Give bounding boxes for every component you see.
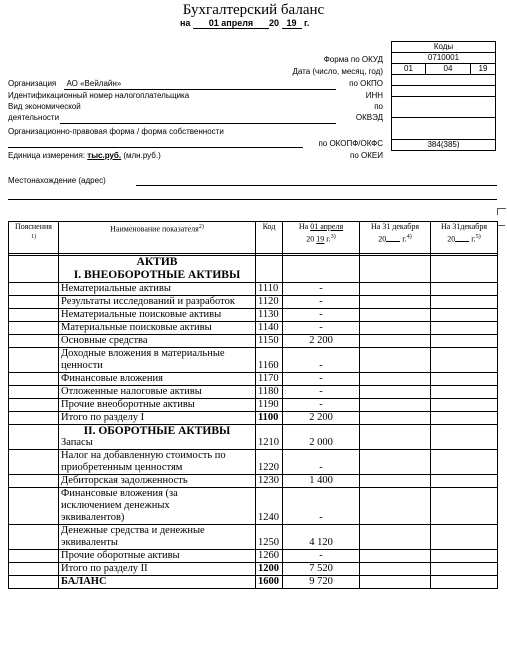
table-row: Результаты исследований и разработок 1120 -	[9, 296, 498, 309]
okved-code	[392, 97, 496, 118]
okud-label: Форма по ОКУД	[323, 55, 383, 64]
activity-label-1: Вид экономической	[8, 102, 81, 111]
col-header-prev-year: На 31 декабря 20 г.$^{4)}$	[360, 222, 431, 254]
unit-value: тыс.руб.	[87, 151, 122, 160]
organization-name: АО «Вейлайн»	[66, 79, 122, 88]
legal-form-label: Организационно-правовая форма / форма собственности	[8, 127, 224, 136]
section-2-block: II. ОБОРОТНЫЕ АКТИВЫ Запасы	[59, 425, 256, 450]
okpo-code	[392, 75, 496, 86]
col-header-name: Наименование показателя$^{2)}$	[59, 222, 256, 254]
table-row: Доходные вложения в материальные ценности 1160 -	[9, 348, 498, 373]
date-day-cell: 01	[392, 64, 426, 75]
okud-code: 0710001	[392, 53, 496, 64]
report-date-line	[180, 18, 309, 29]
address-underline-2	[8, 199, 497, 200]
codes-box	[391, 41, 496, 151]
section-1-header	[9, 256, 498, 283]
okei-label: по ОКЕИ	[350, 151, 383, 160]
table-row-subtotal: Итого по разделу I 1100 2 200	[9, 412, 498, 425]
col-header-current: На 01 апреля 20 19 г.$^{3)}$	[283, 222, 360, 254]
okved-label-1: по	[374, 102, 383, 111]
table-row: Налог на добавленную стоимость по приобретенным ценностям 1220 -	[9, 450, 498, 475]
table-row: Финансовые вложения 1170 -	[9, 373, 498, 386]
inn-label: ИНН	[365, 91, 383, 100]
date-suffix: г.	[304, 18, 310, 28]
legal-form-underline	[8, 147, 303, 148]
balance-table	[8, 221, 498, 589]
table-row: Нематериальные активы 1110 -	[9, 283, 498, 296]
table-row: Дебиторская задолженность 1230 1 400	[9, 475, 498, 488]
col-header-code: Код	[256, 222, 283, 254]
col-header-notes: Пояснения $^{1)}$	[9, 222, 59, 254]
corner-mark-top	[497, 208, 506, 215]
date-prefix: на	[180, 18, 191, 28]
table-row: Материальные поисковые активы 1140 -	[9, 322, 498, 335]
date-year-cell: 19	[471, 64, 496, 75]
date-month-cell: 04	[426, 64, 471, 75]
okopf-label: по ОКОПФ/ОКФС	[318, 139, 383, 148]
organization-underline	[64, 89, 336, 90]
activity-label-2: деятельности	[8, 113, 60, 122]
section-2-header: II. ОБОРОТНЫЕ АКТИВЫ Запасы 1210 2 000	[9, 425, 498, 450]
col-header-prev-prev-year: На 31декабря 20 г.$^{5)}$	[431, 222, 498, 254]
table-row: Прочие внеоборотные активы 1190 -	[9, 399, 498, 412]
table-row-total: БАЛАНС 1600 9 720	[9, 576, 498, 589]
section-1-title: АКТИВ I. ВНЕОБОРОТНЫЕ АКТИВЫ	[59, 256, 256, 283]
date-value: 01 апреля	[193, 18, 269, 29]
unit-row	[8, 151, 161, 160]
organization-label	[8, 79, 121, 88]
table-row-subtotal: Итого по разделу II 1200 7 520	[9, 563, 498, 576]
document-title: Бухгалтерский баланс	[182, 2, 325, 18]
address-label: Местонахождение (адрес)	[8, 176, 106, 185]
organization-label-text: Организация	[8, 79, 57, 88]
year-prefix: 20	[268, 18, 279, 28]
activity-underline	[60, 123, 336, 124]
okopf-code	[392, 118, 496, 140]
report-date-label: Дата (число, месяц, год)	[292, 67, 383, 76]
okei-code: 384(385)	[392, 140, 496, 151]
inn-row-label: Идентификационный номер налогоплательщика	[8, 91, 190, 100]
unit-alt: (млн.руб.)	[123, 151, 161, 160]
table-row: Основные средства 1150 2 200	[9, 335, 498, 348]
address-underline-1	[136, 185, 497, 186]
okved-label-2: ОКВЭД	[355, 113, 383, 122]
table-row: Денежные средства и денежные эквиваленты 1250 4 120	[9, 525, 498, 550]
codes-header: Коды	[392, 42, 496, 53]
corner-mark-bottom	[497, 225, 505, 227]
okpo-label: по ОКПО	[349, 79, 383, 88]
inn-code	[392, 86, 496, 97]
table-row: Нематериальные поисковые активы 1130 -	[9, 309, 498, 322]
section-2-title: II. ОБОРОТНЫЕ АКТИВЫ	[83, 425, 231, 437]
unit-label: Единица измерения:	[8, 151, 86, 160]
year-value: 19	[282, 18, 302, 29]
table-row: Финансовые вложения (за исключением денежных эквивалентов) 1240 -	[9, 488, 498, 525]
table-row: Прочие оборотные активы 1260 -	[9, 550, 498, 563]
table-row: Отложенные налоговые активы 1180 -	[9, 386, 498, 399]
